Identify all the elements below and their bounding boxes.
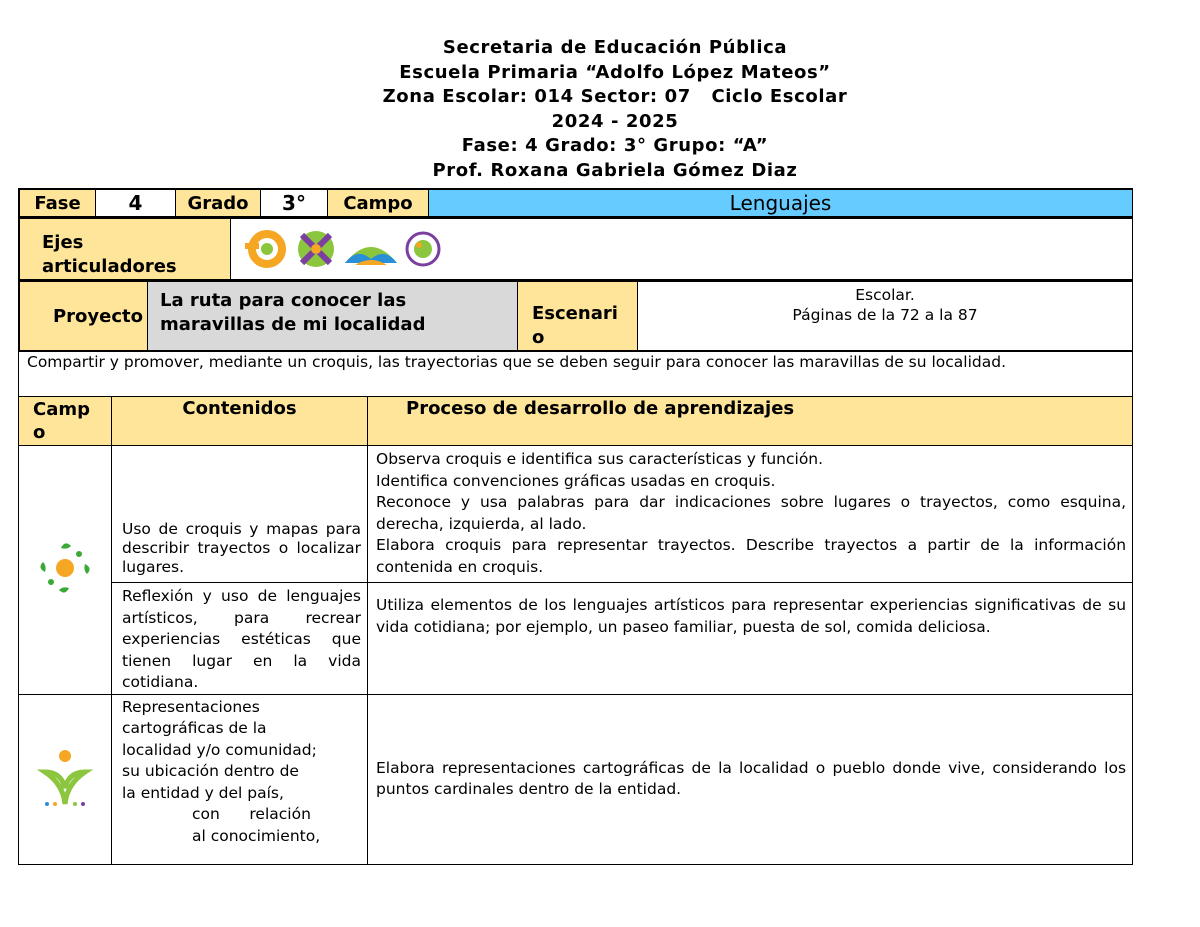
row3-contenido bbox=[112, 694, 368, 864]
row3-contenido-line6: con relación bbox=[192, 805, 311, 823]
proyecto-value-line1: La ruta para conocer las bbox=[160, 290, 407, 311]
row3-contenido-line5: la entidad y del país, bbox=[122, 783, 284, 802]
row2-contenido: Reflexión y uso de lenguajes artísticos, para recrear experiencias estéticas que tienen lugar en la vida cotidiana. bbox=[112, 583, 368, 695]
row1-proceso-item3: Reconoce y usa palabras para dar indicaciones sobre lugares o trayectos, como esquina, derecha, izquierda, al lado. bbox=[376, 493, 1127, 533]
ejes-icons bbox=[231, 219, 1133, 280]
lenguajes-campo-icon bbox=[35, 538, 95, 598]
escenario-label-line1: Escenari bbox=[532, 303, 618, 324]
escenario-value-line1: Escolar. bbox=[855, 286, 915, 304]
proyecto-value-line2: maravillas de mi localidad bbox=[160, 314, 426, 335]
row3-proceso-item1: Elabora representaciones cartográficas de la localidad o pueblo donde vive, considerando los puntos cardinales dentro de la entidad. bbox=[376, 758, 1127, 798]
interculturalidad-icon bbox=[293, 229, 339, 269]
proyecto-value bbox=[148, 282, 518, 351]
ejes-label-line2: articuladores bbox=[42, 256, 177, 277]
escenario-value bbox=[638, 282, 1133, 351]
inclusion-icon bbox=[245, 229, 291, 269]
row1-proceso-item1: Observa croquis e identifica sus características y función. bbox=[376, 450, 824, 468]
escenario-label bbox=[518, 282, 638, 351]
escenario-label-line2: o bbox=[532, 327, 545, 348]
row3-proceso bbox=[368, 694, 1133, 864]
header-line-zone: Zona Escolar: 014 Sector: 07 Ciclo Escolar bbox=[382, 86, 848, 107]
col-header-campo bbox=[19, 397, 112, 446]
grado-value: 3° bbox=[261, 190, 328, 217]
ejes-label-line1: Ejes bbox=[42, 232, 84, 253]
row1-proceso-item4: Elabora croquis para representar trayectos. Describe trayectos a partir de la información contenida en croquis. bbox=[376, 536, 1127, 576]
proyecto-label: Proyecto bbox=[20, 282, 148, 351]
campo-label: Campo bbox=[328, 190, 429, 217]
fase-value: 4 bbox=[96, 190, 176, 217]
project-objective: Compartir y promover, mediante un croquis, las trayectorias que se deben seguir para conocer las maravillas de su localidad. bbox=[19, 352, 1133, 397]
row3-contenido-line4: su ubicación dentro de bbox=[122, 762, 299, 780]
document-header bbox=[0, 36, 1200, 183]
escenario-value-line2: Páginas de la 72 a la 87 bbox=[792, 306, 978, 324]
header-line-sep: Secretaria de Educación Pública bbox=[442, 37, 788, 58]
header-line-phase: Fase: 4 Grado: 3° Grupo: “A” bbox=[461, 135, 769, 156]
fase-label: Fase bbox=[20, 190, 96, 217]
col-header-contenidos: Contenidos bbox=[112, 397, 368, 446]
ejes-label bbox=[20, 219, 231, 280]
row1-proceso bbox=[368, 446, 1133, 583]
row3-contenido-line3: localidad y/o comunidad; bbox=[122, 740, 317, 759]
row3-contenido-line7: al conocimiento, bbox=[192, 826, 321, 845]
campo-cell-lenguajes bbox=[19, 446, 112, 695]
header-line-cycle: 2024 - 2025 bbox=[551, 110, 679, 132]
col-header-proceso: Proceso de desarrollo de aprendizajes bbox=[368, 397, 1133, 446]
grado-label: Grado bbox=[176, 190, 261, 217]
campo-value: Lenguajes bbox=[429, 190, 1133, 217]
lectura-icon bbox=[341, 229, 401, 269]
row1-proceso-item2: Identifica convenciones gráficas usadas en croquis. bbox=[376, 471, 776, 490]
col-header-campo-line1: Camp bbox=[33, 399, 90, 420]
header-line-school: Escuela Primaria “Adolfo López Mateos” bbox=[399, 61, 831, 83]
row3-contenido-line1: Representaciones bbox=[122, 697, 260, 716]
planning-table bbox=[18, 188, 1133, 865]
header-line-teacher: Prof. Roxana Gabriela Gómez Diaz bbox=[432, 159, 798, 181]
row3-contenido-line2: cartográficas de la bbox=[122, 719, 267, 737]
row2-proceso bbox=[368, 583, 1133, 695]
pensamiento-critico-icon bbox=[403, 229, 443, 269]
etica-campo-icon bbox=[35, 744, 95, 810]
campo-cell-etica bbox=[19, 694, 112, 864]
row1-contenido: Uso de croquis y mapas para describir trayectos o localizar lugares. bbox=[112, 446, 368, 583]
row2-proceso-item1: Utiliza elementos de los lenguajes artísticos para representar experiencias significativas de su vida cotidiana; por ejemplo, un paseo familiar, puesta de sol, comida deliciosa. bbox=[376, 596, 1127, 636]
col-header-campo-line2: o bbox=[33, 422, 46, 443]
